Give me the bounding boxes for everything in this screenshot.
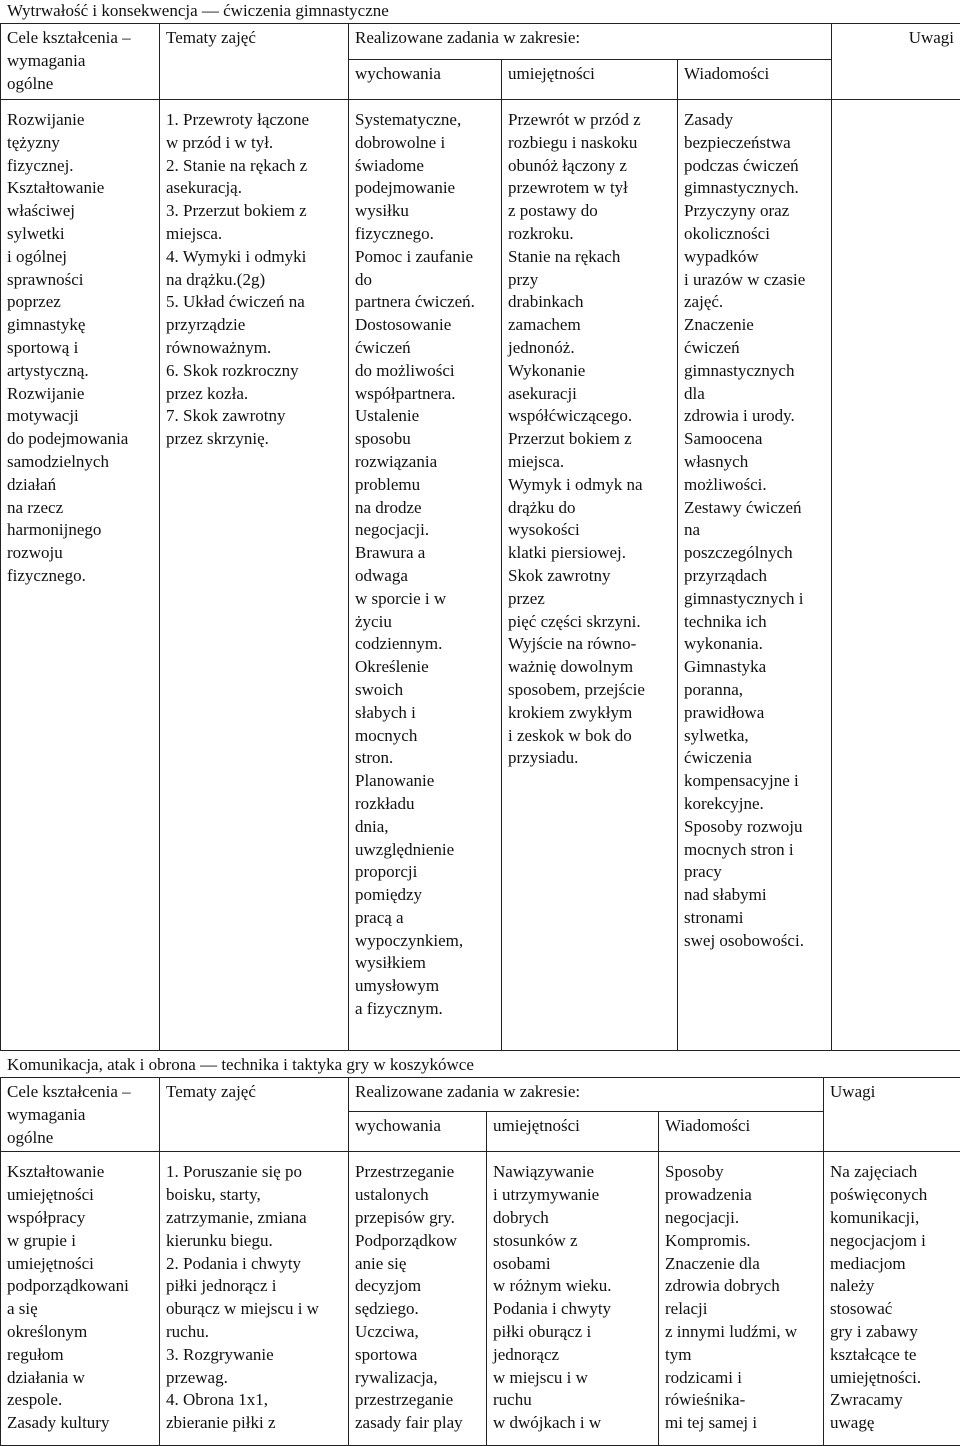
text-line: Zestawy ćwiczeń	[684, 497, 802, 517]
text-line: Rozwijanie	[7, 110, 85, 129]
text-line: swoich	[355, 679, 404, 699]
text-line: przysiadu.	[508, 748, 579, 768]
text-line: fizycznego.	[7, 565, 86, 585]
text-line: przepisów gry.	[355, 1207, 455, 1227]
text-line: ćwiczenia	[684, 748, 752, 768]
text-line: negocjacji.	[355, 520, 430, 540]
text-line: rodzicami i	[665, 1367, 742, 1387]
text-line: proporcji	[355, 862, 418, 882]
text-line: z postawy do	[508, 201, 598, 221]
text-line: pracą a	[355, 907, 404, 927]
text-line: mi tej samej i	[665, 1413, 758, 1433]
text-line: przez	[508, 588, 545, 608]
text-line: wymagania	[7, 1104, 86, 1124]
tematy-2-lines	[166, 1161, 342, 1435]
text-line: sposobu	[355, 429, 411, 449]
text-line: osobami	[493, 1253, 551, 1273]
text-line: harmonijnego	[7, 520, 102, 540]
text-line: sportową i	[7, 337, 79, 357]
header-uwagi-2: Uwagi	[824, 1078, 960, 1152]
cell-cele-2	[1, 1152, 160, 1446]
text-line: Rozwijanie	[7, 383, 85, 403]
text-line: Zasady	[684, 110, 734, 129]
text-line: Cele kształcenia –	[7, 1082, 131, 1101]
text-line: uwagę	[830, 1413, 875, 1433]
text-line: stosować	[830, 1299, 893, 1319]
text-line: Uczciwa,	[355, 1321, 419, 1341]
text-line: ogólne	[7, 1127, 54, 1147]
cele-2-lines	[7, 1161, 153, 1435]
text-line: określonym	[7, 1321, 88, 1341]
text-line: kompensacyjne i	[684, 771, 799, 791]
text-line: umiejętności	[7, 1253, 94, 1273]
text-line: 1. Przewroty łączone	[166, 110, 310, 129]
text-line: problemu	[355, 474, 421, 494]
tematy-lines	[166, 109, 342, 451]
text-line: życiu	[355, 611, 392, 631]
text-line: prowadzenia	[665, 1185, 752, 1205]
text-line: rozkładu	[355, 793, 415, 813]
text-line: rozkroku.	[508, 223, 574, 243]
text-line: Ustalenie	[355, 406, 420, 426]
text-line: technika ich	[684, 611, 767, 631]
section-2-title: Komunikacja, atak i obrona — technika i taktyka gry w koszykówce	[7, 1055, 474, 1074]
text-line: umiejętności	[7, 1185, 94, 1205]
text-line: mediacjom	[830, 1253, 906, 1273]
text-line: drążku do	[508, 497, 576, 517]
text-line: a się	[7, 1299, 38, 1319]
text-line: Systematyczne,	[355, 110, 462, 129]
text-line: Nawiązywanie	[493, 1162, 595, 1182]
text-line: 2. Podania i chwyty	[166, 1253, 302, 1273]
text-line: jednorącz	[493, 1344, 560, 1364]
text-line: asekuracji	[508, 383, 577, 403]
text-line: gry i zabawy	[830, 1321, 918, 1341]
text-line: wykonania.	[684, 634, 763, 654]
text-line: Znaczenie	[684, 315, 754, 335]
text-line: zajęć.	[684, 292, 724, 312]
text-line: korekcyjne.	[684, 793, 764, 813]
text-line: możliwości.	[684, 474, 767, 494]
text-line: stosunków z	[493, 1230, 578, 1250]
text-line: oburącz w miejscu i w	[166, 1299, 319, 1319]
text-line: sposobem, przejście	[508, 679, 645, 699]
text-line: właściwej	[7, 201, 75, 221]
text-line: rozbiegu i naskoku	[508, 132, 638, 152]
text-line: Zwracamy	[830, 1390, 903, 1410]
text-line: przestrzeganie	[355, 1390, 454, 1410]
text-line: odwaga	[355, 565, 408, 585]
wiadomosci-2-lines	[665, 1161, 817, 1435]
text-line: i zeskok w bok do	[508, 725, 632, 745]
text-line: i urazów w czasie	[684, 269, 806, 289]
text-line: stron.	[355, 748, 394, 768]
text-line: poprzez	[7, 292, 61, 312]
text-line: umiejętności.	[830, 1367, 922, 1387]
text-line: 7. Skok zawrotny	[166, 406, 286, 426]
text-line: jednonóż.	[508, 337, 575, 357]
text-line: fizycznej.	[7, 155, 74, 175]
text-line: na	[684, 520, 701, 540]
text-line: rozwiązania	[355, 451, 438, 471]
text-line: samodzielnych	[7, 451, 109, 471]
header-wychowania: wychowania	[349, 59, 502, 99]
text-line: 3. Przerzut bokiem z	[166, 201, 307, 221]
text-line: codziennym.	[355, 634, 443, 654]
text-line: przewrotem w tył	[508, 178, 628, 198]
text-line: Stanie na rękach	[508, 246, 621, 266]
text-line: klatki piersiowej.	[508, 543, 627, 563]
text-line: zdrowia dobrych	[665, 1276, 780, 1296]
text-line: Sposoby rozwoju	[684, 816, 803, 836]
text-line: Pomoc i zaufanie	[355, 246, 474, 266]
text-line: dobrych	[493, 1207, 549, 1227]
header-cele-2	[1, 1078, 160, 1152]
text-line: dla	[684, 383, 705, 403]
text-line: podczas ćwiczeń	[684, 155, 799, 175]
text-line: świadome	[355, 155, 424, 175]
header-realizowane-2: Realizowane zadania w zakresie:	[349, 1078, 824, 1112]
text-line: piłki oburącz i	[493, 1321, 592, 1341]
text-line: negocjacji.	[665, 1207, 740, 1227]
text-line: 5. Układ ćwiczeń na	[166, 292, 305, 312]
text-line: sportowa	[355, 1344, 418, 1364]
section-2-table	[0, 1077, 960, 1446]
text-line: Na zajęciach	[830, 1162, 918, 1182]
text-line: Kompromis.	[665, 1230, 751, 1250]
text-line: Podania i chwyty	[493, 1299, 612, 1319]
text-line: zespole.	[7, 1390, 63, 1410]
text-line: przyrządach	[684, 565, 768, 585]
cell-wiadomosci-2	[659, 1152, 824, 1446]
text-line: mocnych	[355, 725, 418, 745]
text-line: gimnastykę	[7, 315, 86, 335]
text-line: rywalizacja,	[355, 1367, 438, 1387]
header-uwagi: Uwagi	[832, 24, 960, 100]
text-line: okoliczności	[684, 223, 770, 243]
text-line: Sposoby	[665, 1162, 724, 1182]
text-line: decyzjom	[355, 1276, 422, 1296]
text-line: dnia,	[355, 816, 389, 836]
text-line: do	[355, 269, 372, 289]
text-line: Przerzut bokiem z	[508, 429, 632, 449]
cell-umiejetnosci-2	[487, 1152, 659, 1446]
text-line: bezpieczeństwa	[684, 132, 791, 152]
text-line: Przewrót w przód z	[508, 110, 641, 129]
text-line: wymagania	[7, 50, 86, 70]
cell-wychowania	[349, 100, 502, 1051]
text-line: poranna,	[684, 679, 744, 699]
text-line: ćwiczeń	[684, 337, 740, 357]
text-line: Kształtowanie	[7, 1162, 105, 1182]
text-line: komunikacji,	[830, 1207, 920, 1227]
text-line: 3. Rozgrywanie	[166, 1344, 274, 1364]
wychowania-lines	[355, 109, 495, 1021]
text-line: własnych	[684, 451, 749, 471]
text-line: ruchu.	[166, 1321, 209, 1341]
cell-uwagi-2	[824, 1152, 960, 1446]
text-line: 1. Poruszanie się po	[166, 1162, 302, 1182]
text-line: uwzględnienie	[355, 839, 455, 859]
text-line: gimnastycznych	[684, 360, 795, 380]
text-line: na rzecz	[7, 497, 64, 517]
cele-lines	[7, 109, 153, 588]
header-wiadomosci-2: Wiadomości	[659, 1112, 824, 1152]
cell-uwagi	[832, 100, 960, 1051]
text-line: rozwoju	[7, 543, 63, 563]
text-line: przez kozła.	[166, 383, 249, 403]
text-line: anie się	[355, 1253, 407, 1273]
text-line: zasady fair play	[355, 1413, 463, 1433]
header-umiejetnosci-2: umiejętności	[487, 1112, 659, 1152]
text-line: regułom	[7, 1344, 64, 1364]
text-line: Przyczyny oraz	[684, 201, 790, 221]
cell-wiadomosci	[678, 100, 832, 1051]
header-tematy: Tematy zajęć	[160, 24, 349, 100]
text-line: stronami	[684, 907, 744, 927]
text-line: wysiłku	[355, 201, 409, 221]
cell-wychowania-2	[349, 1152, 487, 1446]
text-line: partnera ćwiczeń.	[355, 292, 475, 312]
text-line: i ogólnej	[7, 246, 67, 266]
text-line: w dwójkach i w	[493, 1413, 602, 1433]
text-line: 6. Skok rozkroczny	[166, 360, 299, 380]
text-line: Wyjście na równo-	[508, 634, 637, 654]
text-line: działań	[7, 474, 57, 494]
text-line: współpracy	[7, 1207, 86, 1227]
text-line: do podejmowania	[7, 429, 129, 449]
text-line: poświęconych	[830, 1185, 928, 1205]
text-line: zamachem	[508, 315, 581, 335]
text-line: działania w	[7, 1367, 85, 1387]
text-line: pracy	[684, 862, 722, 882]
text-line: negocjacjom i	[830, 1230, 926, 1250]
text-line: współćwiczącego.	[508, 406, 633, 426]
text-line: ćwiczeń	[355, 337, 411, 357]
text-line: 4. Wymyki i odmyki	[166, 246, 307, 266]
text-line: krokiem zwykłym	[508, 702, 633, 722]
text-line: drabinkach	[508, 292, 584, 312]
text-line: Przestrzeganie	[355, 1162, 455, 1182]
header-realizowane: Realizowane zadania w zakresie:	[349, 24, 832, 60]
text-line: sylwetki	[7, 223, 65, 243]
text-line: piłki jednorącz i	[166, 1276, 277, 1296]
text-line: ustalonych	[355, 1185, 429, 1205]
text-line: Brawura a	[355, 543, 426, 563]
text-line: motywacji	[7, 406, 79, 426]
text-line: na drodze	[355, 497, 422, 517]
text-line: przyrządzie	[166, 315, 246, 335]
text-line: Kształtowanie	[7, 178, 105, 198]
wiadomosci-lines	[684, 109, 825, 952]
text-line: Samoocena	[684, 429, 763, 449]
text-line: pięć części skrzyni.	[508, 611, 641, 631]
text-line: zdrowia i urody.	[684, 406, 795, 426]
text-line: w przód i w tył.	[166, 132, 274, 152]
header-tematy-2: Tematy zajęć	[160, 1078, 349, 1152]
text-line: i utrzymywanie	[493, 1185, 600, 1205]
cell-cele	[1, 100, 160, 1051]
text-line: miejsca.	[508, 451, 565, 471]
text-line: dobrowolne i	[355, 132, 446, 152]
text-line: gimnastycznych.	[684, 178, 799, 198]
text-line: Wykonanie	[508, 360, 586, 380]
text-line: w miejscu i w	[493, 1367, 588, 1387]
text-line: zbieranie piłki z	[166, 1413, 276, 1433]
text-line: współpartnera.	[355, 383, 456, 403]
text-line: ważnię dowolnym	[508, 657, 634, 677]
text-line: sylwetka,	[684, 725, 749, 745]
text-line: poszczególnych	[684, 543, 793, 563]
header-cele	[1, 24, 160, 100]
text-line: boisku, starty,	[166, 1185, 261, 1205]
text-line: umysłowym	[355, 976, 440, 996]
text-line: ogólne	[7, 73, 54, 93]
cell-tematy-2	[160, 1152, 349, 1446]
text-line: Wymyk i odmyk na	[508, 474, 643, 494]
text-line: przy	[508, 269, 539, 289]
text-line: mocnych stron i	[684, 839, 794, 859]
text-line: 2. Stanie na rękach z	[166, 155, 308, 175]
text-line: kierunku biegu.	[166, 1230, 273, 1250]
text-line: sędziego.	[355, 1299, 419, 1319]
text-line: fizycznego.	[355, 223, 434, 243]
text-line: nad słabymi	[684, 885, 767, 905]
text-line: artystyczną.	[7, 360, 89, 380]
cell-tematy	[160, 100, 349, 1051]
header-wiadomosci: Wiadomości	[678, 59, 832, 99]
text-line: Zasady kultury	[7, 1413, 110, 1433]
text-line: Dostosowanie	[355, 315, 452, 335]
text-line: w różnym wieku.	[493, 1276, 612, 1296]
text-line: podejmowanie	[355, 178, 456, 198]
text-line: przewag.	[166, 1367, 228, 1387]
wychowania-2-lines	[355, 1161, 480, 1435]
text-line: rówieśnika-	[665, 1390, 746, 1410]
text-line: asekuracją.	[166, 178, 242, 198]
text-line: 4. Obrona 1x1,	[166, 1390, 268, 1410]
text-line: podporządkowani	[7, 1276, 129, 1296]
uwagi-2-lines	[830, 1161, 954, 1435]
text-line: do możliwości	[355, 360, 455, 380]
text-line: Cele kształcenia –	[7, 28, 131, 47]
text-line: tężyzny	[7, 132, 60, 152]
header-cele-lines	[7, 27, 153, 95]
text-line: na drążku.(2g)	[166, 269, 266, 289]
text-line: ruchu	[493, 1390, 532, 1410]
text-line: Gimnastyka	[684, 657, 767, 677]
text-line: Skok zawrotny	[508, 565, 611, 585]
text-line: wysokości	[508, 520, 580, 540]
section-1-table	[0, 23, 960, 1051]
text-line: zatrzymanie, zmiana	[166, 1207, 307, 1227]
text-line: przez skrzynię.	[166, 429, 269, 449]
text-line: sprawności	[7, 269, 84, 289]
text-line: prawidłowa	[684, 702, 765, 722]
text-line: słabych i	[355, 702, 416, 722]
section-1-title: Wytrwałość i konsekwencja — ćwiczenia gimnastyczne	[7, 1, 389, 20]
text-line: wysiłkiem	[355, 953, 426, 973]
text-line: a fizycznym.	[355, 999, 443, 1019]
text-line: wypadków	[684, 246, 759, 266]
cell-umiejetnosci	[502, 100, 678, 1051]
text-line: z innymi ludźmi, w	[665, 1321, 798, 1341]
text-line: obunóż łączony z	[508, 155, 627, 175]
text-line: Planowanie	[355, 771, 435, 791]
text-line: równoważnym.	[166, 337, 272, 357]
text-line: pomiędzy	[355, 885, 423, 905]
text-line: należy	[830, 1276, 875, 1296]
text-line: relacji	[665, 1299, 708, 1319]
text-line: swej osobowości.	[684, 930, 804, 950]
umiejetnosci-2-lines	[493, 1161, 652, 1435]
text-line: w sporcie i w	[355, 588, 447, 608]
header-umiejetnosci: umiejętności	[502, 59, 678, 99]
text-line: wypoczynkiem,	[355, 930, 464, 950]
text-line: miejsca.	[166, 223, 223, 243]
umiejetnosci-lines	[508, 109, 671, 770]
text-line: Znaczenie dla	[665, 1253, 760, 1273]
header-wychowania-2: wychowania	[349, 1112, 487, 1152]
text-line: w grupie i	[7, 1230, 76, 1250]
text-line: tym	[665, 1344, 692, 1364]
header-cele-2-lines	[7, 1081, 153, 1149]
text-line: kształcące te	[830, 1344, 917, 1364]
text-line: gimnastycznych i	[684, 588, 804, 608]
text-line: Określenie	[355, 657, 429, 677]
text-line: Podporządkow	[355, 1230, 457, 1250]
